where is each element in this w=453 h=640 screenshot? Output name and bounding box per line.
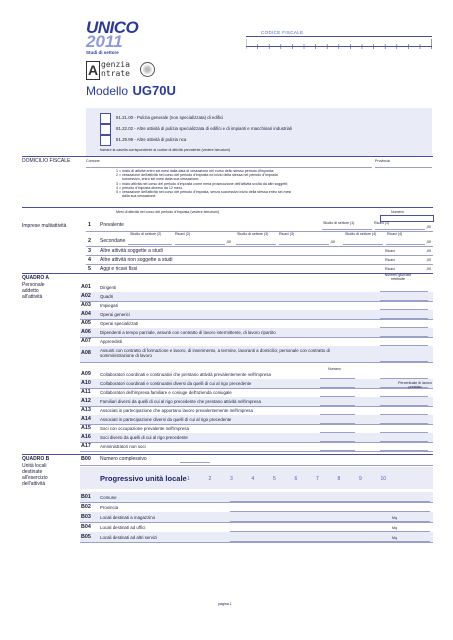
row-code: B03 (81, 514, 91, 520)
subtitle-line: destinate (22, 469, 43, 475)
codice-fiscale-grid (246, 36, 432, 46)
percentuale-label: Percentuale di lavoro prestato (398, 381, 432, 390)
table-row (80, 310, 433, 319)
row-code: A14 (81, 416, 91, 422)
activity-checkbox-2[interactable] (100, 124, 111, 135)
row-label: Comune (100, 495, 117, 500)
unit-label: Mq (392, 536, 397, 540)
row-label: Numero complessivo (100, 456, 147, 462)
unit-number: 5 (273, 476, 276, 482)
row-code: A13 (81, 407, 91, 413)
comune-field[interactable] (86, 163, 372, 168)
row-number: 4 (88, 257, 91, 263)
activity-item-1: 81.21.00 - Pulizia generale (non specializzata) di edifici (116, 115, 224, 120)
zero-decimal: ,00 (426, 258, 431, 262)
row-code: B01 (81, 494, 91, 500)
progressivo-label: Progressivo unità locale (100, 474, 187, 483)
row-label: Soci diversi da quelli di cui al rigo precedente (100, 435, 188, 440)
table-row (80, 292, 433, 301)
unit-number: 6 (294, 476, 298, 482)
studio-1-field[interactable] (322, 225, 372, 230)
numero-label: Numero (328, 367, 341, 371)
zero-decimal: ,00 (426, 267, 431, 271)
unit-label: Mq (392, 516, 397, 520)
comune-label: Comune (86, 159, 100, 163)
table-row (80, 522, 433, 532)
row-code: B00 (81, 456, 91, 462)
multiattivita-section (22, 223, 78, 229)
table-row (80, 319, 433, 328)
model-code: UG70U (132, 83, 176, 98)
table-row (80, 283, 433, 292)
agency-line1: genzia (101, 60, 130, 69)
row-label: Quadri (100, 294, 114, 299)
row-code: A09 (81, 371, 91, 377)
legend-line: 2 = cessazione dell'attività nel corso del periodo d'imposta ed inizio della stessa nel periodo d'imposta (116, 173, 278, 178)
studio-2-label: Studio di settore (2) (130, 232, 162, 236)
row-code: A07 (81, 338, 91, 344)
subtitle-line: Personale (22, 282, 45, 288)
unit-number: 3 (230, 476, 233, 482)
row-label: Locali destinati ad uffici (100, 525, 146, 530)
row-code: A16 (81, 434, 91, 440)
table-row (80, 301, 433, 310)
row-label: Familiari diversi da quelli di cui al rigo precedente che prestano attività nell'impresa (100, 399, 261, 404)
ricavi-label: Ricavi (385, 267, 395, 271)
row-number: 2 (88, 238, 91, 244)
ricavi-2-label: Ricavi (2) (175, 232, 191, 236)
row-label: Operai generici (100, 312, 130, 317)
row-code: A12 (81, 398, 91, 404)
studio-4-field[interactable] (343, 240, 383, 245)
table-row (80, 328, 433, 337)
page-number: pagina 1 (218, 602, 232, 606)
row-label: Locali destinati a magazzino (100, 515, 156, 520)
zero-decimal: ,00 (426, 225, 431, 229)
b00-field[interactable] (180, 458, 210, 463)
row-label: Soci con occupazione prevalente nell'impresa (100, 426, 189, 431)
studio-1-label: Studio di settore (1) (323, 221, 355, 225)
table-row (80, 370, 433, 379)
legend (116, 169, 436, 198)
activity-checkbox-1[interactable] (100, 113, 111, 124)
subtitle-line: Unità locali (22, 463, 47, 469)
agency-line2: ntrate (101, 69, 130, 78)
activity-item-3: 81.29.99 - Altre attività di pulizia nca (116, 137, 187, 142)
unit-number: 2 (208, 476, 212, 482)
subtitle-line: all'esercizio (22, 475, 48, 481)
legend-line: 4 = periodo d'imposta diverso da 12 mesi; (116, 185, 183, 190)
ricavi-1-field[interactable] (375, 225, 425, 230)
table-row (80, 442, 433, 451)
multiattivita-section-label: Imprese multiattività (22, 223, 67, 229)
table-row (80, 512, 433, 522)
logo-line2: 2011 (86, 32, 123, 51)
row-label: Associati in partecipazione diversi da quelli di cui al rigo precedente (100, 417, 232, 422)
model-title (86, 82, 176, 100)
row-divider (80, 362, 433, 363)
ricavi-label: Ricavi (385, 258, 395, 262)
row-label: Operai specializzati (100, 321, 139, 326)
row-label: Provincia (100, 505, 119, 510)
studio-2-field[interactable] (128, 240, 172, 245)
row-code: A10 (81, 380, 91, 386)
row-code: A05 (81, 320, 91, 326)
legend-line: 3 = inizio attività nel corso del periodo d'imposta come mera prosecuzione dell'attività svolta da altri soggetti; (116, 181, 289, 186)
table-row (80, 406, 433, 415)
zero-decimal: ,00 (426, 249, 431, 253)
row-number: 3 (88, 248, 91, 254)
row-label: Secondarie (100, 238, 126, 244)
row-label: Altre attività non soggette a studi (100, 257, 173, 263)
ricavi-4-label: Ricavi (4) (387, 232, 403, 236)
numero-label: Numero (391, 210, 404, 214)
row-code: A15 (81, 425, 91, 431)
logo-line1: UNICO (86, 18, 139, 37)
row-code: A06 (81, 329, 91, 335)
row-label: Apprendisti (100, 339, 122, 344)
giornate-label: Numero giornate retribuite (384, 273, 412, 282)
row-label: Altre attività soggette a studi (100, 248, 163, 254)
row-code: B04 (81, 524, 91, 530)
activity-item-2: 81.22.02 - Altre attività di pulizia specializzata di edifici e di impianti e macchinari industriali (116, 126, 292, 131)
table-row (80, 502, 433, 512)
activity-checkbox-3[interactable] (100, 135, 111, 146)
unit-number: 9 (359, 476, 362, 482)
studio-4-label: Studio di settore (4) (345, 232, 377, 236)
zero-decimal: ,00 (226, 240, 231, 244)
legend-line: dalla sua cessazione. (116, 194, 157, 199)
codice-fiscale-label: CODICE FISCALE (261, 30, 304, 35)
ricavi-1-label: Ricavi (1) (374, 221, 390, 225)
table-row (80, 433, 433, 442)
row-label: Prevalente (100, 222, 124, 228)
row-divider (80, 451, 433, 452)
row-code: A11 (81, 389, 91, 395)
row-label: Locali destinati ad altri servizi (100, 535, 158, 540)
unit-number: 4 (251, 476, 255, 482)
row-code: A01 (81, 284, 91, 290)
studio-3-label: Studio di settore (3) (237, 232, 269, 236)
emblem-icon (140, 62, 155, 77)
row-label: Amministratori non soci (100, 444, 146, 449)
quadro-b-subtitle (22, 463, 48, 487)
quadro-a-title: QUADRO A (22, 275, 50, 281)
legend-line: successivo, entro sei mesi dalla sua cessazione; (116, 177, 200, 182)
row-code: A17 (81, 443, 91, 449)
unit-number: 8 (337, 476, 341, 482)
unit-label: Mq (392, 526, 397, 530)
row-number: 1 (88, 222, 91, 228)
table-row (80, 532, 433, 542)
provincia-label: Provincia (375, 159, 390, 163)
quadro-b-title: QUADRO B (22, 456, 50, 462)
table-row (80, 379, 433, 388)
model-prefix: Modello (86, 84, 129, 98)
row-code: A04 (81, 311, 91, 317)
subtitle-line: addetto (22, 288, 39, 294)
table-row (80, 397, 433, 406)
activity-note: barrare la casella corrispondente al codice di attività prevalente (vedere istruzioni) (100, 148, 231, 152)
row-label: Dipendenti a tempo parziale, assunti con contratto di lavoro intermittente, di lavoro ripartito (100, 330, 276, 335)
unit-number: 1 (187, 476, 190, 482)
zero-decimal: ,00 (330, 240, 335, 244)
row-code: A08 (81, 350, 91, 356)
legend-line: 1 = inizio di attività entro sei mesi dalla data di cessazione nel corso dello stesso periodo d'imposta; (116, 169, 274, 173)
table-row (80, 388, 433, 397)
row-code: B02 (81, 504, 91, 510)
unit-number: 7 (316, 476, 319, 482)
subtitle-line: all'attività (22, 294, 43, 300)
unit-number: 10 (380, 476, 387, 482)
row-label: Collaboratori dell'impresa familiare e coniuge dell'azienda coniugale (100, 390, 232, 395)
table-row (80, 346, 433, 362)
ricavi-3-field[interactable] (279, 240, 329, 245)
domicilio-section: DOMICILIO FISCALE (22, 158, 71, 164)
row-label: Associati in partecipazione che apportano lavoro prevalentemente nell'impresa (100, 408, 253, 413)
row-label: Collaboratori coordinati e continuativi che prestano attività prevalentemente nell'impresa (100, 372, 271, 377)
mesi-label: Mesi di attività nel corso del periodo d'imposta (vedere istruzioni) (116, 210, 219, 214)
row-label: Assunti con contratto di formazione e lavoro, di inserimento, a termine, lavoranti a domicilio; personale con contratto di somministrazione di lavoro (100, 348, 330, 358)
table-row (80, 492, 433, 502)
unico-logo (86, 18, 139, 58)
ricavi-4-field[interactable] (386, 240, 425, 245)
row-label: Dirigenti (100, 285, 117, 290)
studio-3-field[interactable] (236, 240, 276, 245)
row-label: Collaboratori coordinati e continuativi diversi da quelli di cui al rigo precedente (100, 381, 252, 386)
row-label: Aggi e ricavi fissi (100, 266, 138, 272)
provincia-field[interactable] (375, 163, 432, 168)
row-code: B05 (81, 534, 91, 540)
ricavi-2-field[interactable] (175, 240, 225, 245)
table-row (80, 424, 433, 433)
ricavi-label: Ricavi (385, 249, 395, 253)
agency-a-icon: A (87, 62, 99, 78)
row-number: 5 (88, 266, 91, 272)
row-code: A03 (81, 302, 91, 308)
legend-line: 5 = cessazione dell'attività nel corso del periodo d'imposta, senza successivo inizio della stessa entro sei mesi (116, 190, 292, 195)
agency-logo (86, 60, 156, 80)
row-code: A02 (81, 293, 91, 299)
zero-decimal: ,00 (426, 240, 431, 244)
row-divider (80, 542, 433, 543)
table-row (80, 337, 433, 346)
quadro-a-subtitle (22, 282, 45, 300)
logo-subtitle: Studi di settore (86, 50, 119, 55)
row-label: Impiegati (100, 303, 118, 308)
subtitle-line: dell'attività (22, 481, 46, 487)
ricavi-3-label: Ricavi (3) (279, 232, 295, 236)
table-row (80, 415, 433, 424)
